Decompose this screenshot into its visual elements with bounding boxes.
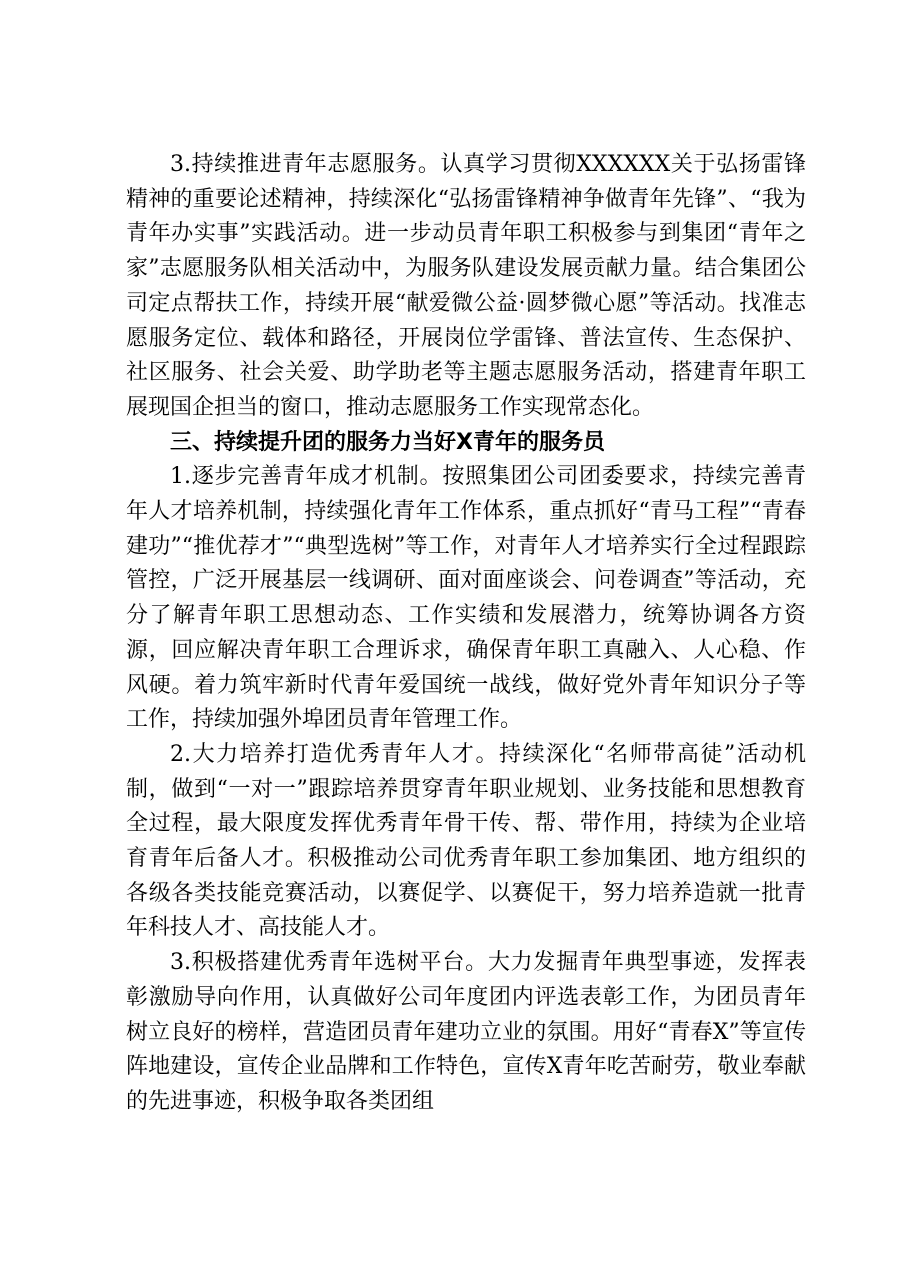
paragraph-role-model-platform: 3.积极搭建优秀青年选树平台。大力发掘青年典型事迹，发挥表彰激励导向作用，认真做好公司年度团内评选表彰工作，为团员青年树立良好的榜样，营造团员青年建功立业的氛围。用好“青春X”等宣传阵地建设，宣传企业品牌和工作特色，宣传X青年吃苦耐劳，敬业奉献的先进事迹，积极争取各类团组 <box>126 950 806 1114</box>
paragraph-talent-cultivation: 2.大力培养打造优秀青年人才。持续深化“名师带高徒”活动机制，做到“一对一”跟踪培养贯穿青年职业规划、业务技能和思想教育全过程，最大限度发挥优秀青年骨干传、帮、带作用，持续为企业培育青年后备人才。积极推动公司优秀青年职工参加集团、地方组织的各级各类技能竞赛活动，以赛促学、以赛促干，努力培养造就一批青年科技人才、高技能人才。 <box>126 741 806 941</box>
document-body <box>126 148 806 1120</box>
section-heading: 三、持续提升团的服务力当好X青年的服务员 <box>170 429 605 455</box>
paragraph-volunteer-service: 3.持续推进青年志愿服务。认真学习贯彻XXXXXX关于弘扬雷锋精神的重要论述精神，持续深化“弘扬雷锋精神争做青年先锋”、“我为青年办实事”实践活动。进一步动员青年职工积极参与到集团“青年之家”志愿服务队相关活动中，为服务队建设发展贡献力量。结合集团公司定点帮扶工作，持续开展“献爱微公益·圆梦微心愿”等活动。找准志愿服务定位、载体和路径，开展岗位学雷锋、普法宣传、生态保护、社区服务、社会关爱、助学助老等主题志愿服务活动，搭建青年职工展现国企担当的窗口，推动志愿服务工作实现常态化。 <box>126 152 806 420</box>
paragraph-talent-mechanism: 1.逐步完善青年成才机制。按照集团公司团委要求，持续完善青年人才培养机制，持续强化青年工作体系，重点抓好“青马工程”“青春建功”“推优荐才”“典型选树”等工作，对青年人才培养实行全过程跟踪管控，广泛开展基层一线调研、面对面座谈会、问卷调查”等活动，充分了解青年职工思想动态、工作实绩和发展潜力，统筹协调各方资源，回应解决青年职工合理诉求，确保青年职工真融入、人心稳、作风硬。着力筑牢新时代青年爱国统一战线，做好党外青年知识分子等工作，持续加强外埠团员青年管理工作。 <box>126 464 806 733</box>
